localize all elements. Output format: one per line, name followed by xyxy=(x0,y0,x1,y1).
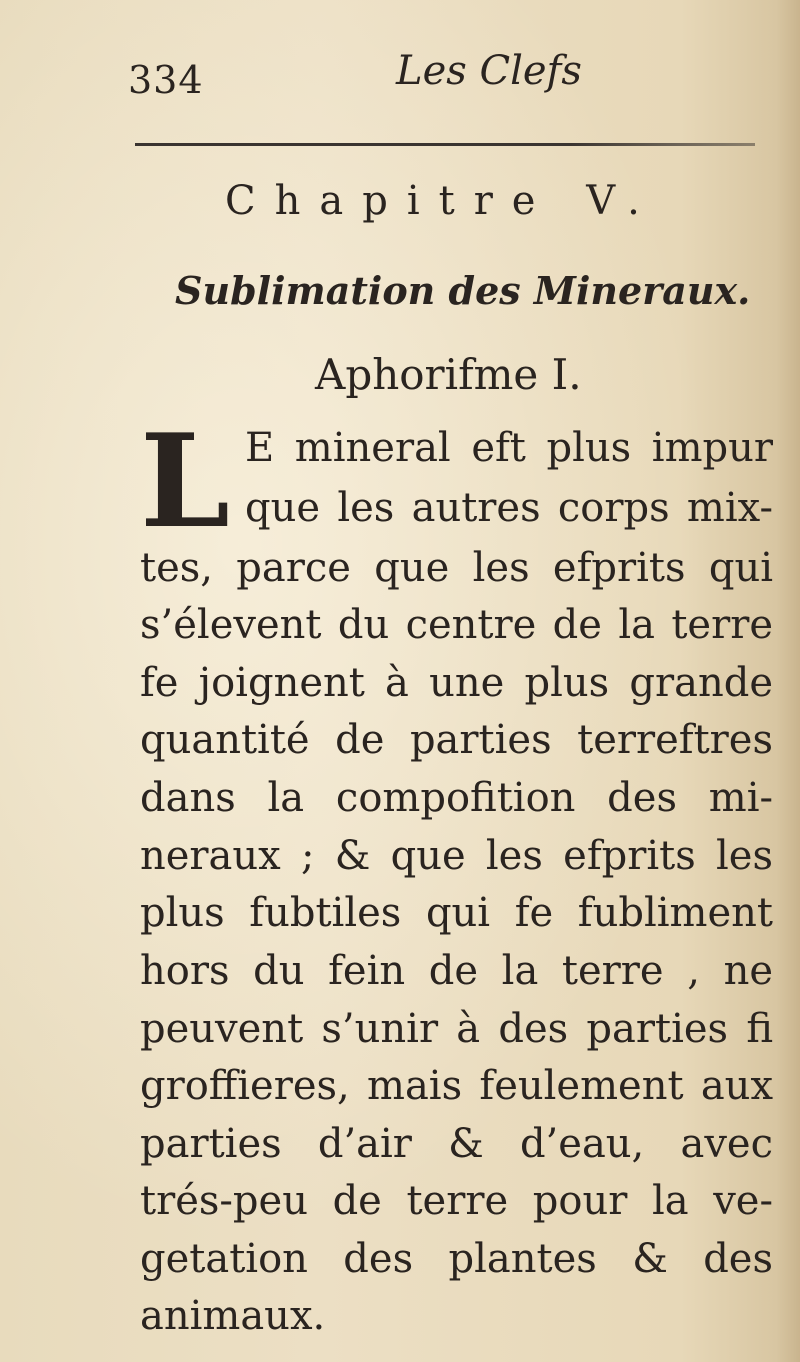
chapter-title: Chapitre V. xyxy=(225,178,659,224)
body-line: quantité de parties terreftres xyxy=(140,717,773,763)
body-line: plus fubtiles qui fe fubliment xyxy=(140,890,773,936)
drop-cap: L xyxy=(140,407,230,557)
body-line: neraux ; & que les efprits les xyxy=(140,833,773,879)
chapter-subtitle: Sublimation des Mineraux. xyxy=(175,268,751,313)
body-line: getation des plantes & des xyxy=(140,1236,773,1282)
running-head: Les Clefs xyxy=(396,48,582,94)
body-line: fe joignent à une plus grande xyxy=(140,660,773,706)
body-line: trés-peu de terre pour la ve- xyxy=(140,1178,773,1224)
page-number: 334 xyxy=(128,58,204,102)
body-line: E mineral eft plus impur xyxy=(245,425,773,471)
body-line: que les autres corps mix- xyxy=(245,485,773,531)
header-rule xyxy=(135,143,755,146)
body-line: animaux. xyxy=(140,1293,326,1339)
body-line: groffieres, mais feulement aux xyxy=(140,1063,773,1109)
body-line: dans la compofition des mi- xyxy=(140,775,773,821)
aphorism-heading: Aphorifme I. xyxy=(315,350,582,399)
body-line: parties d’air & d’eau, avec xyxy=(140,1121,773,1167)
body-line: peuvent s’unir à des parties fi xyxy=(140,1006,773,1052)
body-line: tes, parce que les efprits qui xyxy=(140,545,773,591)
body-line: s’élevent du centre de la terre xyxy=(140,602,773,648)
body-line: hors du fein de la terre , ne xyxy=(140,948,773,994)
